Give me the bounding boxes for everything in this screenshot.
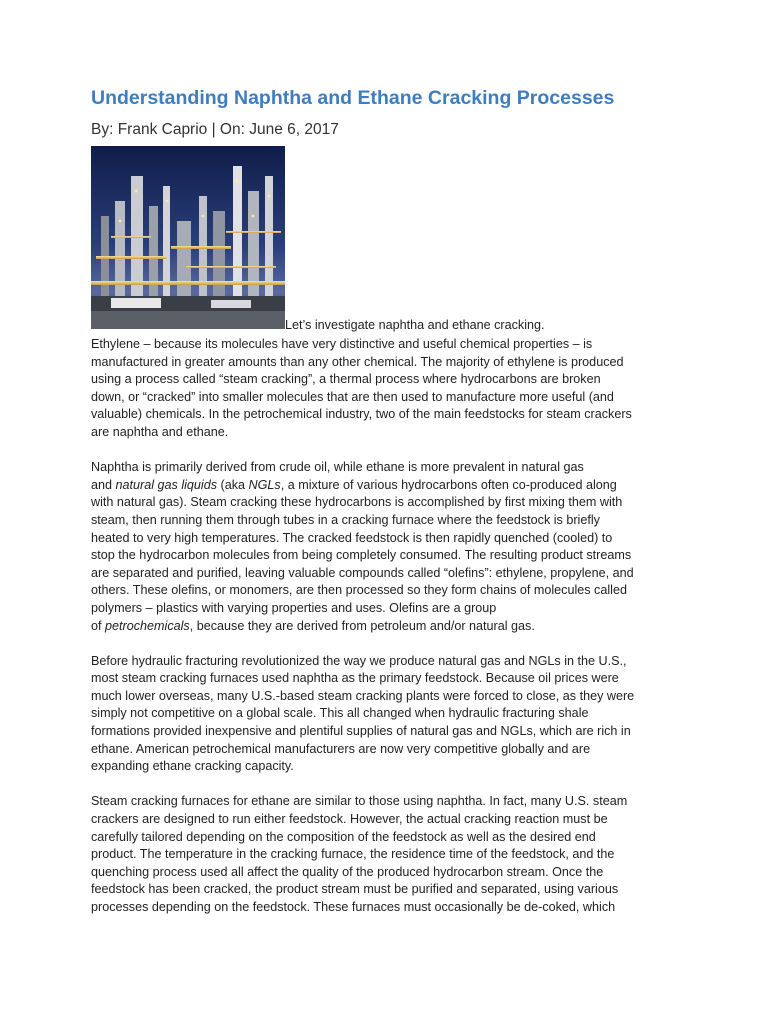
text-line: manufactured in greater amounts than any other chemical. The majority of ethylene is produced: [91, 354, 624, 369]
ngl-abbrev: NGLs: [248, 477, 281, 492]
text-fragment: and: [91, 477, 116, 492]
paragraph-hydraulic-fracturing: [91, 653, 681, 776]
text-line: most steam cracking furnaces used naphtha as the primary feedstock. Because oil prices were: [91, 671, 619, 686]
text-line: quenching process used all affect the quality of the produced hydrocarbon stream. Once the: [91, 864, 604, 879]
text-line: Naphtha is primarily derived from crude oil, while ethane is more prevalent in natural gas: [91, 460, 584, 475]
text-line: crackers are designed to run either feedstock. However, the actual cracking reaction must be: [91, 812, 608, 827]
intro-sentence: Let’s investigate naphtha and ethane cracking.: [285, 318, 545, 332]
intro-block: [91, 146, 681, 334]
text-fragment: , a mixture of various hydrocarbons often co-produced along: [280, 477, 617, 492]
text-line: are naphtha and ethane.: [91, 424, 229, 439]
text-line: are separated and purified, leaving valuable compounds called “olefins”: ethylene, propylene, and: [91, 565, 634, 580]
text-line: Before hydraulic fracturing revolutionized the way we produce natural gas and NGLs in the U.S.,: [91, 653, 627, 668]
text-line: with natural gas). Steam cracking these hydrocarbons is accomplished by first mixing them with: [91, 495, 623, 510]
text-line: product. The temperature in the cracking furnace, the residence time of the feedstock, and the: [91, 847, 615, 862]
refinery-photo: [91, 146, 285, 329]
text-line: steam, then running them through tubes in a cracking furnace where the feedstock is briefly: [91, 512, 600, 527]
text-line: feedstock has been cracked, the product stream must be purified and separated, using various: [91, 882, 619, 897]
text-line: others. These olefins, or monomers, are then processed so they form chains of molecules called: [91, 583, 627, 598]
text-line: [91, 618, 681, 636]
article: [91, 86, 681, 917]
text-line: simply not competitive on a global scale. This all changed when hydraulic fracturing shale: [91, 706, 589, 721]
text-line: Ethylene – because its molecules have very distinctive and useful chemical properties – is: [91, 337, 593, 351]
article-byline: By: Frank Caprio | On: June 6, 2017: [91, 121, 339, 138]
text-line: heated to very high temperatures. The cracked feedstock is then rapidly quenched (cooled) to: [91, 530, 613, 545]
petrochemicals-term: petrochemicals: [105, 618, 190, 633]
paragraph-furnaces: [91, 793, 681, 916]
text-line: polymers – plastics with varying properties and uses. Olefins are a group: [91, 600, 497, 615]
text-line: expanding ethane cracking capacity.: [91, 759, 294, 774]
text-line: stop the hydrocarbon molecules from being completely consumed. The resulting product streams: [91, 548, 632, 563]
text-line: valuable) chemicals. In the petrochemical industry, two of the main feedstocks for steam crackers: [91, 407, 632, 422]
paragraph-ethylene: [91, 336, 681, 442]
text-fragment: , because they are derived from petroleum and/or natural gas.: [189, 618, 535, 633]
article-title: Understanding Naphtha and Ethane Cracking Processes: [91, 87, 615, 109]
text-line: [91, 477, 681, 495]
ngl-term: natural gas liquids: [115, 477, 218, 492]
text-line: formations provided inexpensive and plentiful supplies of natural gas and NGLs, which are rich in: [91, 724, 631, 739]
text-fragment: (aka: [217, 477, 249, 492]
text-line: Steam cracking furnaces for ethane are similar to those using naphtha. In fact, many U.S. steam: [91, 794, 628, 809]
text-line: ethane. American petrochemical manufacturers are now very competitive globally and are: [91, 741, 591, 756]
text-fragment: of: [91, 618, 106, 633]
text-line: processes depending on the feedstock. These furnaces must occasionally be de-coked, which: [91, 900, 616, 914]
paragraph-naphtha: [91, 459, 681, 635]
text-line: carefully tailored depending on the composition of the feedstock as well as the desired end: [91, 829, 596, 844]
text-line: using a process called “steam cracking”, a thermal process where hydrocarbons are broken: [91, 372, 601, 387]
text-line: down, or “cracked” into smaller molecules that are then used to manufacture more useful (and: [91, 389, 614, 404]
text-line: much lower overseas, many U.S.-based steam cracking plants were forced to close, as they were: [91, 688, 635, 703]
